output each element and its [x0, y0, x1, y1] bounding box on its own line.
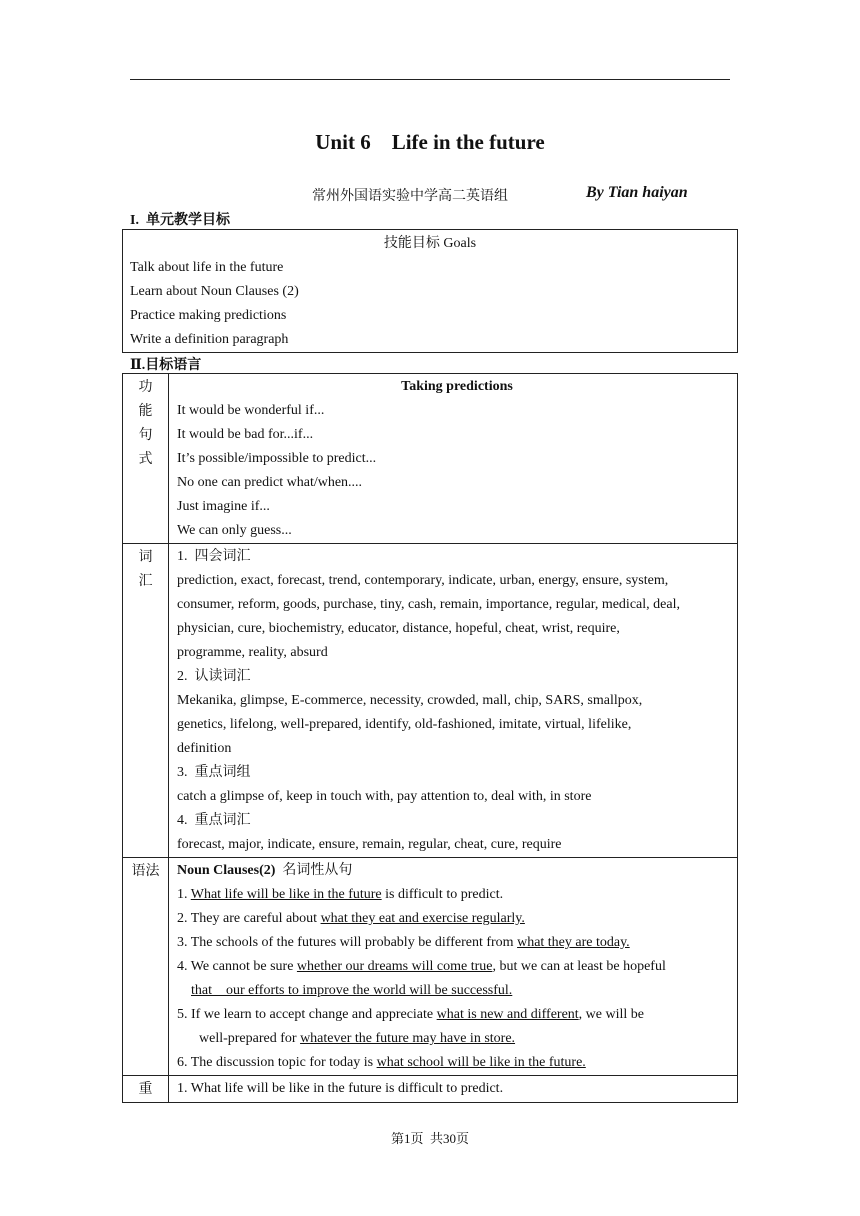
grammar-title-en: Noun Clauses(2) [177, 863, 276, 878]
underlined-clause: that our efforts to improve the world will be successful. [191, 983, 513, 998]
key-points-label [123, 1076, 169, 1103]
label-char: 词 [138, 550, 153, 565]
underlined-clause: What life will be like in the future [190, 887, 382, 902]
vocab-line: Mekanika, glimpse, E-commerce, necessity, crowded, mall, chip, SARS, smallpox, [177, 693, 643, 708]
sentence-text: 4. We cannot be sure [177, 959, 297, 974]
sentence-text: , we will be [578, 1007, 644, 1022]
key-point-line: 1. What life will be like in the future is difficult to predict. [177, 1081, 504, 1096]
grammar-sentence [177, 1003, 737, 1027]
vocab-line: physician, cure, biochemistry, educator, distance, hopeful, cheat, wrist, require, [177, 621, 620, 636]
page-title: Unit 6 Life in the future [315, 130, 545, 154]
sentence-text: 3. The schools of the futures will probably be different from [177, 935, 518, 950]
goal-item: Learn about Noun Clauses (2) [130, 284, 299, 299]
goals-cell [123, 230, 738, 353]
vocab-heading: 2. 认读词汇 [177, 669, 251, 684]
sentence-text: 6. The discussion topic for today is [177, 1055, 377, 1070]
sentence-text: , but we can at least be hopeful [492, 959, 666, 974]
vocab-label [123, 544, 169, 858]
underlined-clause: whether our dreams will come true [296, 959, 493, 974]
sentence-text: 5. If we learn to accept change and appreciate [177, 1007, 437, 1022]
grammar-sentence [177, 1051, 737, 1075]
grammar-content [169, 858, 738, 1076]
vocab-heading: 4. 重点词汇 [177, 813, 251, 828]
grammar-sentence-cont [177, 1027, 737, 1051]
vocab-heading: 1. 四会词汇 [177, 549, 251, 564]
label-char: 能 [138, 404, 153, 419]
page-footer: 第1页 共30页 [390, 1131, 469, 1146]
sentence-text: 2. They are careful about [177, 911, 321, 926]
header-rule [130, 79, 730, 80]
grammar-sentence [177, 955, 737, 979]
section-heading-target-language: Ⅱ.目标语言 [130, 358, 202, 373]
vocab-row [123, 544, 738, 858]
goal-item: Write a definition paragraph [130, 332, 289, 347]
key-points-content [169, 1076, 738, 1103]
grammar-sentence-cont [177, 979, 737, 1003]
vocab-line: forecast, major, indicate, ensure, remain, regular, cheat, cure, require [177, 837, 562, 852]
underlined-clause: whatever the future may have in store. [300, 1031, 516, 1046]
vocab-line: prediction, exact, forecast, trend, contemporary, indicate, urban, energy, ensure, system, [177, 573, 669, 588]
grammar-label [123, 858, 169, 1076]
goals-header: 技能目标 Goals [383, 236, 477, 251]
goals-table [122, 229, 738, 353]
target-language-table [122, 373, 738, 1103]
function-line: We can only guess... [177, 523, 292, 538]
underlined-clause: what is new and different [436, 1007, 579, 1022]
label-char: 汇 [138, 574, 153, 589]
function-title: Taking predictions [401, 379, 513, 394]
function-line: Just imagine if... [177, 499, 270, 514]
label-text: 重 [138, 1082, 153, 1097]
section-heading-goals: I. 单元教学目标 [130, 213, 230, 228]
function-line: It would be wonderful if... [177, 403, 325, 418]
function-line: No one can predict what/when.... [177, 475, 363, 490]
underlined-clause: what school will be like in the future. [376, 1055, 586, 1070]
label-char: 式 [138, 452, 153, 467]
vocab-content [169, 544, 738, 858]
label-char: 句 [138, 428, 153, 443]
sentence-text: well-prepared for [199, 1031, 301, 1046]
grammar-sentence [177, 883, 737, 907]
vocab-line: genetics, lifelong, well-prepared, identify, old-fashioned, imitate, virtual, lifelike, [177, 717, 632, 732]
vocab-heading: 3. 重点词组 [177, 765, 251, 780]
function-label [123, 374, 169, 544]
underlined-clause: what they eat and exercise regularly. [320, 911, 525, 926]
grammar-sentence [177, 931, 737, 955]
sentence-text: 1. [177, 887, 191, 902]
goal-item: Practice making predictions [130, 308, 287, 323]
function-line: It’s possible/impossible to predict... [177, 451, 377, 466]
label-text: 语法 [131, 864, 160, 879]
key-points-row [123, 1076, 738, 1103]
underlined-clause: what they are today. [517, 935, 630, 950]
vocab-line: catch a glimpse of, keep in touch with, pay attention to, deal with, in store [177, 789, 592, 804]
function-line: It would be bad for...if... [177, 427, 314, 442]
goal-item: Talk about life in the future [130, 260, 284, 275]
function-content [169, 374, 738, 544]
grammar-sentence [177, 907, 737, 931]
vocab-line: programme, reality, absurd [177, 645, 328, 660]
grammar-title-cn: 名词性从句 [275, 863, 353, 878]
grammar-title [177, 859, 737, 883]
vocab-line: definition [177, 741, 232, 756]
grammar-row [123, 858, 738, 1076]
vocab-line: consumer, reform, goods, purchase, tiny, cash, remain, importance, regular, medical, deal, [177, 597, 680, 612]
label-char: 功 [138, 380, 153, 395]
author-name: By Tian haiyan [586, 184, 688, 201]
school-name: 常州外国语实验中学高二英语组 [312, 189, 508, 204]
sentence-text: is difficult to predict. [381, 887, 504, 902]
function-row [123, 374, 738, 544]
